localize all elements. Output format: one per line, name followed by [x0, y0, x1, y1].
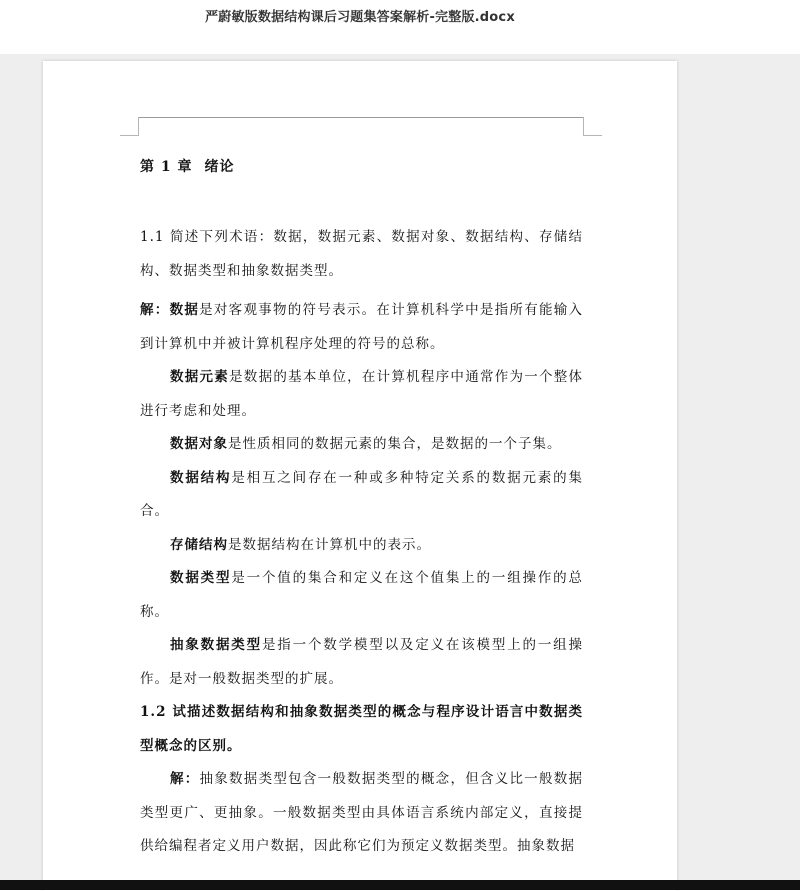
answer-2 — [140, 763, 583, 864]
document-viewer[interactable] — [0, 54, 800, 880]
answer-lead: 解： — [140, 302, 170, 318]
term-data-object: 数据对象 — [170, 436, 228, 452]
term-data-element: 数据元素 — [170, 369, 230, 385]
term-data: 数据 — [169, 302, 200, 318]
title-bar — [0, 0, 800, 54]
answer-1-storage-structure — [140, 529, 583, 563]
answer-1-abstract-data-type — [140, 629, 583, 696]
answer-2-lead: 解： — [170, 771, 200, 787]
chapter-heading — [140, 156, 583, 176]
definition-storage-structure: 是数据结构在计算机中的表示。 — [228, 536, 431, 553]
document-title: 严蔚敏版数据结构课后习题集答案解析-完整版.docx — [205, 10, 515, 25]
chapter-title: 绪论 — [204, 159, 235, 175]
bottom-bar — [0, 880, 800, 890]
definition-data-structure: 是相互之间存在一种或多种特定关系的数据元素的集合。 — [140, 469, 584, 519]
margin-corner-left — [120, 117, 139, 136]
answer-1-data — [140, 294, 583, 361]
answer-1-data-type — [140, 562, 583, 629]
term-data-type: 数据类型 — [170, 570, 232, 586]
document-page — [43, 61, 677, 891]
term-storage-structure: 存储结构 — [170, 536, 228, 553]
question-1-number: 1.1 — [140, 229, 165, 245]
answer-1-data-element — [140, 361, 583, 428]
margin-corner-right — [583, 117, 602, 136]
definition-data-element: 是数据的基本单位，在计算机程序中通常作为一个整体进行考虑和处理。 — [140, 369, 584, 419]
question-1-text: 简述下列术语：数据，数据元素、数据对象、数据结构、存储结构、数据类型和抽象数据类型。 — [140, 229, 584, 279]
term-abstract-data-type: 抽象数据类型 — [170, 637, 262, 653]
answer-1-data-structure — [140, 462, 583, 529]
question-2 — [140, 696, 583, 763]
question-2-number: 1.2 — [140, 704, 167, 720]
chapter-number: 第 1 章 — [140, 159, 193, 175]
definition-data-object: 是性质相同的数据元素的集合，是数据的一个子集。 — [228, 436, 562, 452]
question-2-text: 试描述数据结构和抽象数据类型的概念与程序设计语言中数据类型概念的区别。 — [140, 704, 583, 754]
definition-data-type: 是一个值的集合和定义在这个值集上的一组操作的总称。 — [140, 570, 584, 620]
question-1 — [140, 221, 583, 288]
definition-data: 是对客观事物的符号表示。在计算机科学中是指所有能输入到计算机中并被计算机程序处理的符号的总称。 — [140, 302, 584, 352]
header-rule — [138, 117, 583, 118]
page-content — [140, 151, 583, 864]
definition-abstract-data-type: 是指一个数学模型以及定义在该模型上的一组操作。是对一般数据类型的扩展。 — [140, 637, 584, 687]
term-data-structure: 数据结构 — [170, 469, 232, 486]
answer-1-data-object — [140, 428, 583, 462]
answer-2-text: 抽象数据类型包含一般数据类型的概念，但含义比一般数据类型更广、更抽象。一般数据类型由具体语言系统内部定义，直接提供给编程者定义用户数据，因此称它们为预定义数据类型。抽象数据 — [140, 771, 584, 854]
